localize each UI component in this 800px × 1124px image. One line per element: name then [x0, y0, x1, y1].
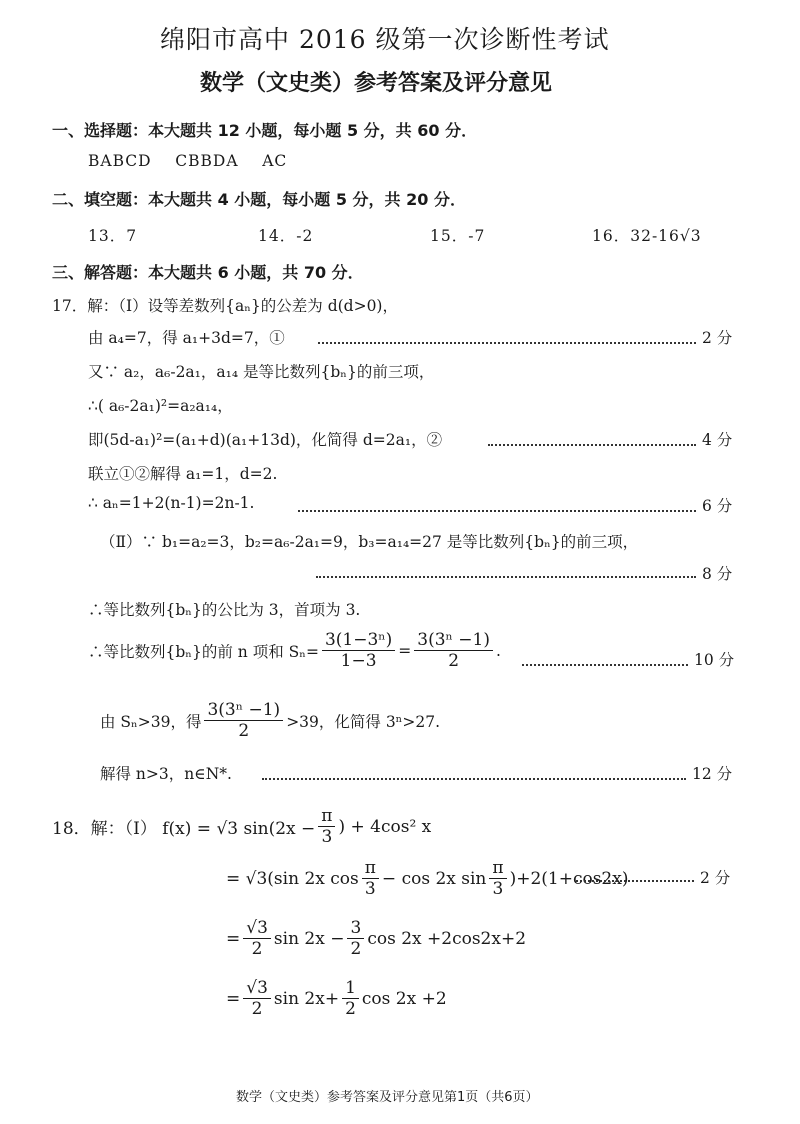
equals-sign: =: [398, 641, 412, 660]
q17-line-final: 解得 n>3，n∈N*.: [100, 765, 232, 783]
fraction-denominator: 1−3: [340, 651, 377, 672]
dot-leader: [576, 880, 694, 882]
choice-answers: BABCD CBBDA AC: [88, 152, 288, 170]
fraction-pi-over-3: [362, 858, 379, 900]
fill-answer-16: 16．32-16√3: [592, 227, 702, 245]
result-part-a: sin 2x+: [273, 988, 340, 1009]
fill-answer-14: 14．-2: [258, 227, 314, 245]
fraction-numerator: 3: [347, 918, 364, 939]
fraction-sum-1: [322, 630, 395, 672]
q17-line-7: ∴ aₙ=1+2(n-1)=2n-1.: [88, 494, 255, 512]
q18-line-4: [226, 978, 447, 1020]
inequality-prefix: 由 Sₙ>39，得: [100, 712, 202, 731]
q17-line-8: （Ⅱ）∵ b₁=a₂=3，b₂=a₆-2a₁=9，b₃=a₁₄=27 是等比数列{bₙ}的前三项，: [100, 533, 639, 551]
fraction-pi-over-3: [489, 858, 506, 900]
score-mark: 2 分: [700, 869, 731, 887]
q17-line-1: 17．解：（Ⅰ）设等差数列{aₙ}的公差为 d(d>0)，: [52, 297, 398, 315]
fraction-denominator: 3: [321, 827, 333, 848]
fraction-numerator: π: [362, 858, 379, 879]
fraction-denominator: 2: [448, 651, 460, 672]
fraction-sqrt3-over-2: [243, 918, 271, 960]
score-mark: 2 分: [702, 329, 733, 347]
fraction-numerator: 3(3ⁿ −1): [414, 630, 493, 651]
q17-sum-formula: [88, 630, 501, 672]
dot-leader: [298, 510, 696, 512]
q17-line-5: 即(5d-a₁)²=(a₁+d)(a₁+13d)，化简得 d=2a₁，②: [88, 431, 443, 449]
fraction-denominator: 2: [345, 999, 356, 1020]
sum-formula-prefix: ∴等比数列{bₙ}的前 n 项和 Sₙ=: [88, 642, 319, 661]
q18-line-3: [226, 918, 526, 960]
fill-answer-13: 13．7: [88, 227, 138, 245]
fill-answer-15: 15．-7: [430, 227, 486, 245]
page-subtitle: 数学（文史类）参考答案及评分意见: [200, 71, 553, 96]
q18-line-1: [52, 806, 431, 848]
fraction-sum-2: [414, 630, 493, 672]
period: .: [495, 641, 501, 660]
fraction-numerator: 3(1−3ⁿ): [322, 630, 395, 651]
fraction-numerator: √3: [243, 978, 271, 999]
dot-leader: [488, 444, 696, 446]
result-part-b: cos 2x +2: [361, 988, 447, 1009]
dot-leader: [522, 664, 688, 666]
section-heading-solve: 三、解答题：本大题共 6 小题，共 70 分．: [52, 263, 364, 282]
fraction-numerator: √3: [243, 918, 271, 939]
q17-line-6: 联立①②解得 a₁=1，d=2.: [88, 465, 278, 483]
fraction-sqrt3-over-2: [243, 978, 271, 1020]
fraction-denominator: 2: [251, 999, 263, 1020]
q18-line-2: [226, 858, 628, 900]
fraction-numerator: π: [489, 858, 506, 879]
expand-part-c: )+2(1+cos2x): [509, 868, 629, 889]
fraction-numerator: 3(3ⁿ −1): [204, 700, 283, 721]
q17-line-9: ∴等比数列{bₙ}的公比为 3，首项为 3.: [88, 601, 361, 619]
fraction-denominator: 3: [364, 879, 376, 900]
fraction-1-over-2: [342, 978, 359, 1020]
q17-inequality: [100, 700, 440, 742]
expand-part-b: − cos 2x sin: [381, 868, 487, 889]
q18-intro-end: ) + 4cos² x: [338, 816, 432, 837]
dot-leader: [262, 778, 686, 780]
score-mark: 10 分: [694, 651, 735, 669]
equals-sign: =: [226, 928, 241, 949]
fraction-3-over-2: [347, 918, 364, 960]
simplify-part-b: cos 2x +2cos2x+2: [367, 928, 527, 949]
score-mark: 8 分: [702, 565, 733, 583]
fraction-denominator: 3: [492, 879, 504, 900]
dot-leader: [318, 342, 696, 344]
q17-line-4: ∴( a₆-2a₁)²=a₂a₁₄，: [88, 397, 233, 415]
page-footer: 数学（文史类）参考答案及评分意见第1页（共6页）: [236, 1090, 539, 1105]
score-mark: 4 分: [702, 431, 733, 449]
score-mark: 6 分: [702, 497, 733, 515]
dot-leader: [316, 576, 696, 578]
fraction-pi-over-3: [318, 806, 335, 848]
fraction-denominator: 2: [350, 939, 362, 960]
fraction-denominator: 2: [251, 939, 263, 960]
fraction-inequality: [204, 700, 283, 742]
score-mark: 12 分: [692, 765, 733, 783]
q18-intro: 18．解：（Ⅰ） f(x) = √3 sin(2x −: [52, 819, 316, 840]
expand-part-a: = √3(sin 2x cos: [226, 868, 359, 889]
simplify-part-a: sin 2x −: [273, 928, 345, 949]
fraction-denominator: 2: [238, 721, 250, 742]
q17-line-2: 由 a₄=7，得 a₁+3d=7，①: [88, 329, 285, 347]
page-title: 绵阳市高中 2016 级第一次诊断性考试: [160, 25, 610, 54]
section-heading-fill: 二、填空题：本大题共 4 小题，每小题 5 分，共 20 分．: [52, 190, 466, 209]
fraction-numerator: 1: [342, 978, 359, 999]
q17-line-3: 又∵ a₂，a₆-2a₁，a₁₄ 是等比数列{bₙ}的前三项，: [88, 363, 435, 381]
fraction-numerator: π: [318, 806, 335, 827]
inequality-suffix: >39，化简得 3ⁿ>27.: [286, 712, 441, 731]
equals-sign: =: [226, 988, 241, 1009]
section-heading-choice: 一、选择题：本大题共 12 小题，每小题 5 分，共 60 分．: [52, 121, 478, 140]
